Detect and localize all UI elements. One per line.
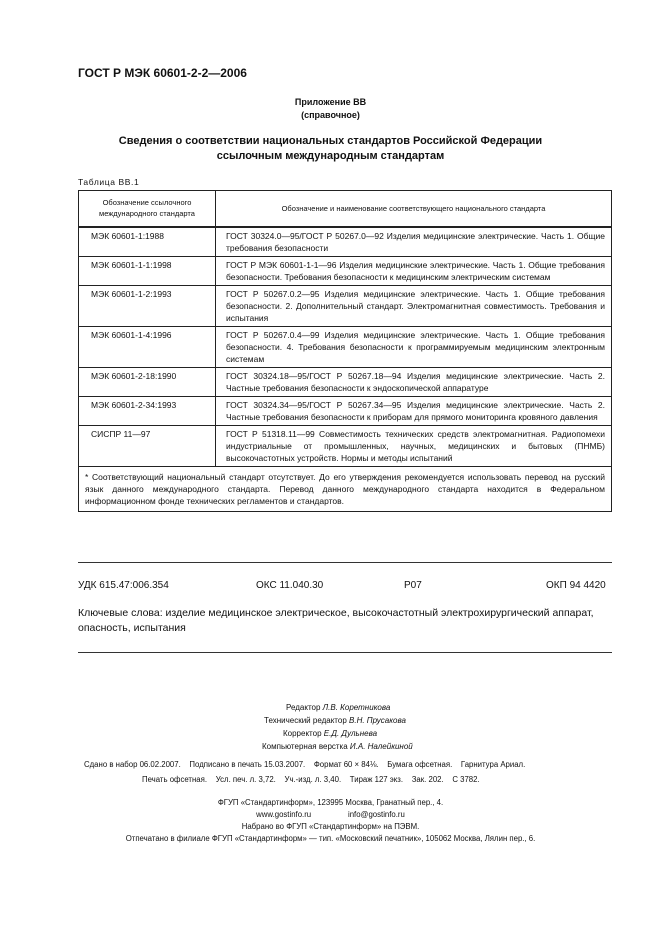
publisher-line1: ФГУП «Стандартинформ», 123995 Москва, Гранатный пер., 4. bbox=[217, 798, 444, 807]
ref-standard: МЭК 60601-1-2:1993 bbox=[79, 285, 216, 326]
credit-role: Корректор bbox=[283, 729, 322, 738]
appendix-title: Приложение ВВ bbox=[294, 97, 367, 107]
ref-standard: МЭК 60601-1-1:1998 bbox=[79, 256, 216, 285]
divider bbox=[78, 562, 612, 563]
national-standard: ГОСТ Р 50267.0.2—95 Изделия медицинские электрические. Часть 1. Общие требования безопасности. 2. Дополнительный стандарт. Электромагнитная совместимость. Требования и испытания bbox=[216, 285, 612, 326]
table-row bbox=[79, 256, 612, 285]
divider bbox=[78, 652, 612, 653]
ref-standard: СИСПР 11—97 bbox=[79, 425, 216, 466]
publisher-line4: Отпечатано в филиале ФГУП «Стандартинформ» — тип. «Московский печатник», 105062 Москва, Лялин пер., 6. bbox=[125, 834, 536, 843]
publisher-line3: Набрано во ФГУП «Стандартинформ» на ПЭВМ. bbox=[241, 822, 420, 831]
credit-line bbox=[286, 703, 390, 712]
document-header: ГОСТ Р МЭК 60601-2-2—2006 bbox=[78, 66, 247, 80]
table-row bbox=[79, 326, 612, 367]
national-standard: ГОСТ Р 51318.11—99 Совместимость технических средств электромагнитная. Радиопомехи индустриальные от промышленных, научных, медицинских и бытовых (ПНМБ) высокочастотных устройств. Нормы и методы испытаний bbox=[216, 425, 612, 466]
correspondence-table bbox=[78, 190, 612, 512]
national-standard: ГОСТ Р МЭК 60601-1-1—96 Изделия медицинские электрические. Часть 1. Общие требования безопасности. Требования безопасности к медицинским электрическим системам bbox=[216, 256, 612, 285]
okp-code: ОКП 94 4420 bbox=[546, 580, 606, 591]
keywords: Ключевые слова: изделие медицинское электрическое, высокочастотный электрохирургический аппарат, опасность, испытания bbox=[78, 607, 594, 634]
credit-role: Технический редактор bbox=[264, 716, 347, 725]
imprint-line2: Печать офсетная. Усл. печ. л. 3,72. Уч.-изд. л. 3,40. Тираж 127 экз. Зак. 202. С 3782. bbox=[142, 775, 480, 784]
appendix-heading-line1: Сведения о соответствии национальных стандартов Российской Федерации bbox=[118, 135, 543, 147]
credit-name: Л.В. Коретникова bbox=[322, 703, 391, 712]
ref-standard: МЭК 60601-1-4:1996 bbox=[79, 326, 216, 367]
credit-role: Редактор bbox=[286, 703, 321, 712]
credit-line bbox=[283, 729, 377, 738]
ref-standard: МЭК 60601-1:1988 bbox=[79, 227, 216, 257]
appendix-note: (справочное) bbox=[301, 110, 360, 120]
table-footnote: * Соответствующий национальный стандарт отсутствует. До его утверждения рекомендуется использовать перевод на русский язык данного международного стандарта. Перевод данного международного стандарта находится в Федеральном информационном фонде технических регламентов и стандартов. bbox=[79, 466, 612, 511]
col2-header: Обозначение и наименование соответствующего национального стандарта bbox=[216, 191, 612, 227]
oks-code: ОКС 11.040.30 bbox=[256, 580, 324, 591]
appendix-heading-line2: ссылочным международным стандартам bbox=[216, 150, 445, 162]
table-row bbox=[79, 396, 612, 425]
ref-standard: МЭК 60601-2-18:1990 bbox=[79, 367, 216, 396]
credit-line bbox=[262, 742, 413, 751]
col1-header: Обозначение ссылочного международного стандарта bbox=[79, 191, 216, 227]
ref-standard: МЭК 60601-2-34:1993 bbox=[79, 396, 216, 425]
national-standard: ГОСТ 30324.0—95/ГОСТ Р 50267.0—92 Изделия медицинские электрические. Часть 1. Общие требования безопасности bbox=[216, 227, 612, 257]
credit-name: Е.Д. Дульнева bbox=[323, 729, 378, 738]
table-row bbox=[79, 367, 612, 396]
imprint-line1: Сдано в набор 06.02.2007. Подписано в печать 15.03.2007. Формат 60 × 84⅛. Бумага офсетная. Гарнитура Ариал. bbox=[84, 760, 526, 769]
publisher-line2: www.gostinfo.ru info@gostinfo.ru bbox=[256, 810, 405, 819]
table-caption: Таблица ВВ.1 bbox=[78, 177, 140, 187]
national-standard: ГОСТ Р 50267.0.4—99 Изделия медицинские электрические. Часть 1. Общие требования безопасности. 4. Требования безопасности к программируемым медицинским электронным системам bbox=[216, 326, 612, 367]
class-code: Р07 bbox=[404, 580, 422, 591]
table-row bbox=[79, 227, 612, 257]
credit-name: И.А. Налейкиной bbox=[349, 742, 413, 751]
national-standard: ГОСТ 30324.18—95/ГОСТ Р 50267.18—94 Изделия медицинские электрические. Часть 2. Частные требования безопасности к эндоскопической аппаратуре bbox=[216, 367, 612, 396]
credit-role: Компьютерная верстка bbox=[262, 742, 348, 751]
table-row bbox=[79, 425, 612, 466]
credit-name: В.Н. Прусакова bbox=[349, 716, 406, 725]
table-row bbox=[79, 285, 612, 326]
national-standard: ГОСТ 30324.34—95/ГОСТ Р 50267.34—95 Изделия медицинские электрические. Часть 2. Частные требования безопасности к приборам для прямого мониторинга кровяного давления bbox=[216, 396, 612, 425]
udk-code: УДК 615.47:006.354 bbox=[78, 580, 169, 591]
credit-line bbox=[264, 716, 406, 725]
table-footnote-row bbox=[79, 466, 612, 511]
